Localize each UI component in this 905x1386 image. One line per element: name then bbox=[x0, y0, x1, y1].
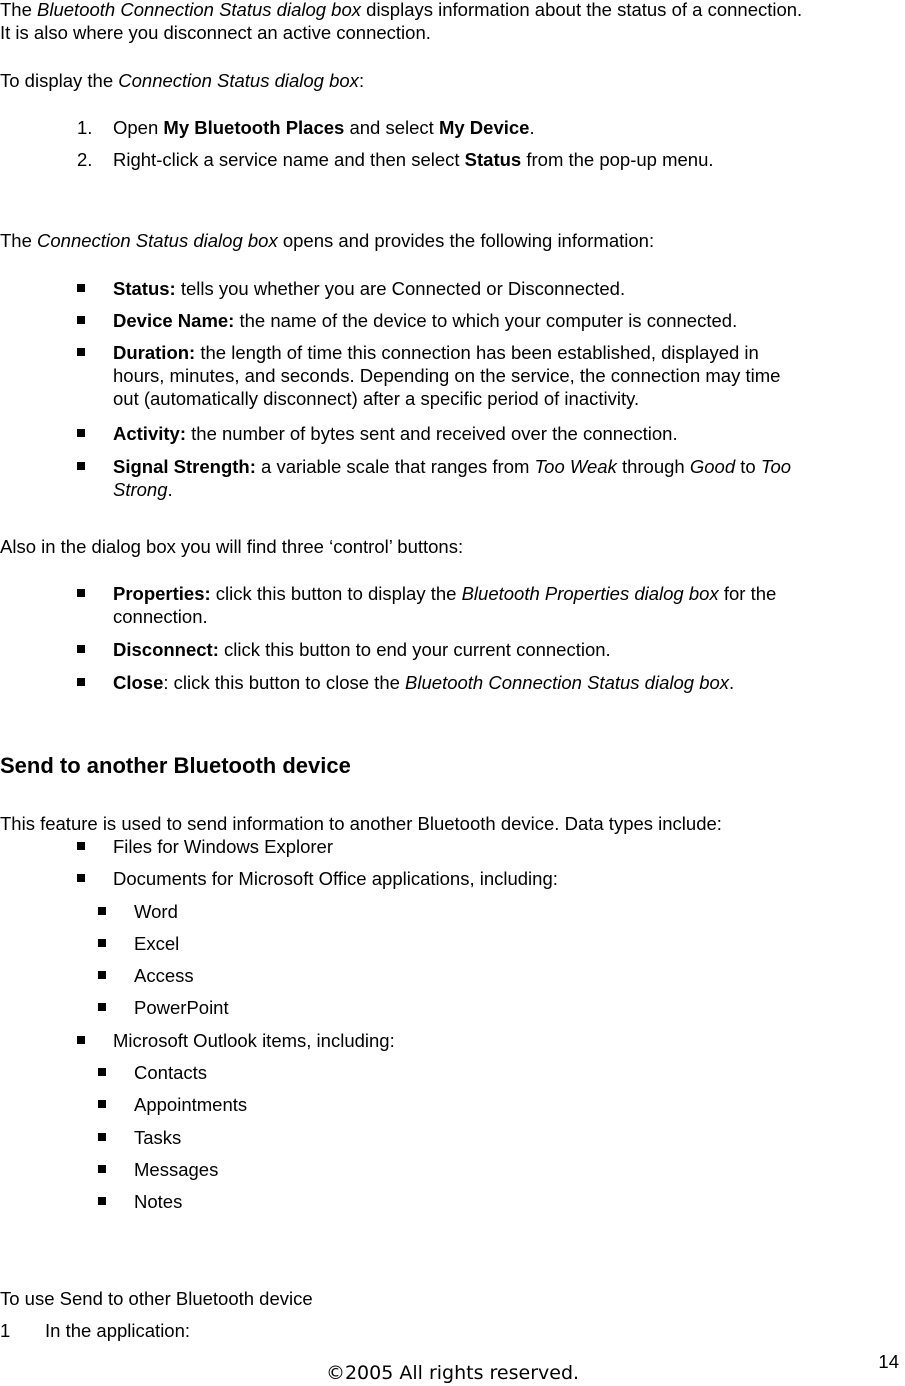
item-text: the length of time this connection has been established, displayed in bbox=[195, 342, 759, 363]
control-item-disconnect bbox=[113, 638, 611, 661]
intro-paragraph bbox=[0, 0, 802, 21]
item-text: . bbox=[167, 479, 173, 500]
menu-name: My Device bbox=[438, 117, 530, 138]
text-run: . bbox=[529, 117, 535, 138]
outlook-item: Contacts bbox=[134, 1062, 208, 1083]
item-label: Status: bbox=[113, 278, 176, 299]
dialog-name: Connection Status dialog box bbox=[37, 230, 278, 251]
step-number: 2. bbox=[77, 149, 93, 170]
item-label: Properties: bbox=[113, 583, 211, 604]
item-label: Signal Strength: bbox=[113, 456, 256, 477]
text-run: opens and provides the following information: bbox=[277, 230, 655, 251]
item-label: Disconnect: bbox=[113, 639, 219, 660]
bullet-icon bbox=[98, 1197, 106, 1205]
info-item-duration-line2: hours, minutes, and seconds. Depending on the service, the connection may time bbox=[113, 365, 781, 386]
text-run: Open bbox=[113, 117, 164, 138]
item-label: Close bbox=[113, 672, 164, 693]
item-text: tells you whether you are Connected or Disconnected. bbox=[175, 278, 626, 299]
text-run: The bbox=[0, 230, 38, 251]
info-item-duration-line3: out (automatically disconnect) after a specific period of inactivity. bbox=[113, 388, 640, 409]
info-item-status bbox=[113, 277, 625, 300]
step-text bbox=[113, 148, 714, 171]
item-text: through bbox=[616, 456, 690, 477]
info-item-duration bbox=[113, 341, 759, 364]
bullet-icon bbox=[77, 429, 85, 437]
bullet-icon bbox=[77, 284, 85, 292]
use-step-text: In the application: bbox=[45, 1320, 191, 1341]
text-run: Right-click a service name and then select bbox=[113, 149, 465, 170]
item-text: the number of bytes sent and received over the connection. bbox=[186, 423, 678, 444]
item-term: Good bbox=[689, 456, 736, 477]
bullet-icon bbox=[98, 1165, 106, 1173]
item-label: Duration: bbox=[113, 342, 196, 363]
item-text: click this button to display the bbox=[210, 583, 462, 604]
intro-paragraph-line2: It is also where you disconnect an active connection. bbox=[0, 22, 431, 43]
copyright-footer: ©2005 All rights reserved. bbox=[325, 1362, 580, 1384]
item-text: click this button to end your current connection. bbox=[218, 639, 611, 660]
dialog-name: Bluetooth Properties dialog box bbox=[461, 583, 719, 604]
bullet-icon bbox=[98, 1003, 106, 1011]
controls-intro: Also in the dialog box you will find three ‘control’ buttons: bbox=[0, 536, 464, 557]
bullet-icon bbox=[77, 1036, 85, 1044]
send-item-files: Files for Windows Explorer bbox=[113, 836, 334, 857]
section-heading: Send to another Bluetooth device bbox=[0, 753, 351, 778]
menu-name: My Bluetooth Places bbox=[163, 117, 345, 138]
menu-name: Status bbox=[464, 149, 522, 170]
step-number: 1. bbox=[77, 117, 93, 138]
use-title: To use Send to other Bluetooth device bbox=[0, 1288, 313, 1309]
step-number: 1 bbox=[0, 1320, 11, 1341]
bullet-icon bbox=[98, 1100, 106, 1108]
text-run: displays information about the status of a connection. bbox=[361, 0, 803, 20]
bullet-icon bbox=[98, 939, 106, 947]
office-app-item: PowerPoint bbox=[134, 997, 229, 1018]
dialog-name: Connection Status dialog box bbox=[118, 70, 359, 91]
bullet-icon bbox=[77, 678, 85, 686]
office-app-item: Word bbox=[134, 901, 178, 922]
info-item-signal-strength bbox=[113, 455, 791, 478]
text-run: and select bbox=[344, 117, 439, 138]
item-term: Strong bbox=[113, 479, 168, 500]
bullet-icon bbox=[77, 348, 85, 356]
bullet-icon bbox=[98, 1068, 106, 1076]
bullet-icon bbox=[77, 316, 85, 324]
outlook-item: Tasks bbox=[134, 1127, 182, 1148]
item-text: the name of the device to which your computer is connected. bbox=[234, 310, 738, 331]
item-text: a variable scale that ranges from bbox=[255, 456, 535, 477]
info-item-activity bbox=[113, 422, 678, 445]
bullet-icon bbox=[98, 971, 106, 979]
bullet-icon bbox=[98, 907, 106, 915]
info-item-signal-strength-line2 bbox=[113, 478, 173, 501]
item-label: Device Name: bbox=[113, 310, 235, 331]
info-item-device-name bbox=[113, 309, 737, 332]
outlook-item: Appointments bbox=[134, 1094, 248, 1115]
control-item-properties-line2: connection. bbox=[113, 606, 208, 627]
office-app-item: Excel bbox=[134, 933, 180, 954]
display-instruction bbox=[0, 69, 364, 92]
item-term: Too bbox=[760, 456, 792, 477]
text-run: : bbox=[358, 70, 365, 91]
outlook-item: Notes bbox=[134, 1191, 183, 1212]
bullet-icon bbox=[77, 874, 85, 882]
send-item-outlook: Microsoft Outlook items, including: bbox=[113, 1030, 395, 1051]
text-run: The bbox=[0, 0, 38, 20]
info-intro bbox=[0, 229, 654, 252]
bullet-icon bbox=[98, 1133, 106, 1141]
item-text: . bbox=[729, 672, 735, 693]
bullet-icon bbox=[77, 589, 85, 597]
bullet-icon bbox=[77, 462, 85, 470]
item-label: Activity: bbox=[113, 423, 186, 444]
send-intro: This feature is used to send information to another Bluetooth device. Data types include: bbox=[0, 813, 722, 834]
text-run: from the pop-up menu. bbox=[521, 149, 714, 170]
text-run: To display the bbox=[0, 70, 119, 91]
control-item-close bbox=[113, 671, 734, 694]
dialog-name: Bluetooth Connection Status dialog box bbox=[37, 0, 362, 20]
item-text: : click this button to close the bbox=[163, 672, 406, 693]
item-text: for the bbox=[718, 583, 777, 604]
item-text: to bbox=[735, 456, 761, 477]
outlook-item: Messages bbox=[134, 1159, 219, 1180]
item-term: Too Weak bbox=[534, 456, 617, 477]
office-app-item: Access bbox=[134, 965, 194, 986]
bullet-icon bbox=[77, 842, 85, 850]
step-text bbox=[113, 116, 535, 139]
page-number: 14 bbox=[878, 1351, 899, 1372]
send-item-documents: Documents for Microsoft Office applications, including: bbox=[113, 868, 558, 889]
dialog-name: Bluetooth Connection Status dialog box bbox=[405, 672, 730, 693]
control-item-properties bbox=[113, 582, 776, 605]
bullet-icon bbox=[77, 645, 85, 653]
